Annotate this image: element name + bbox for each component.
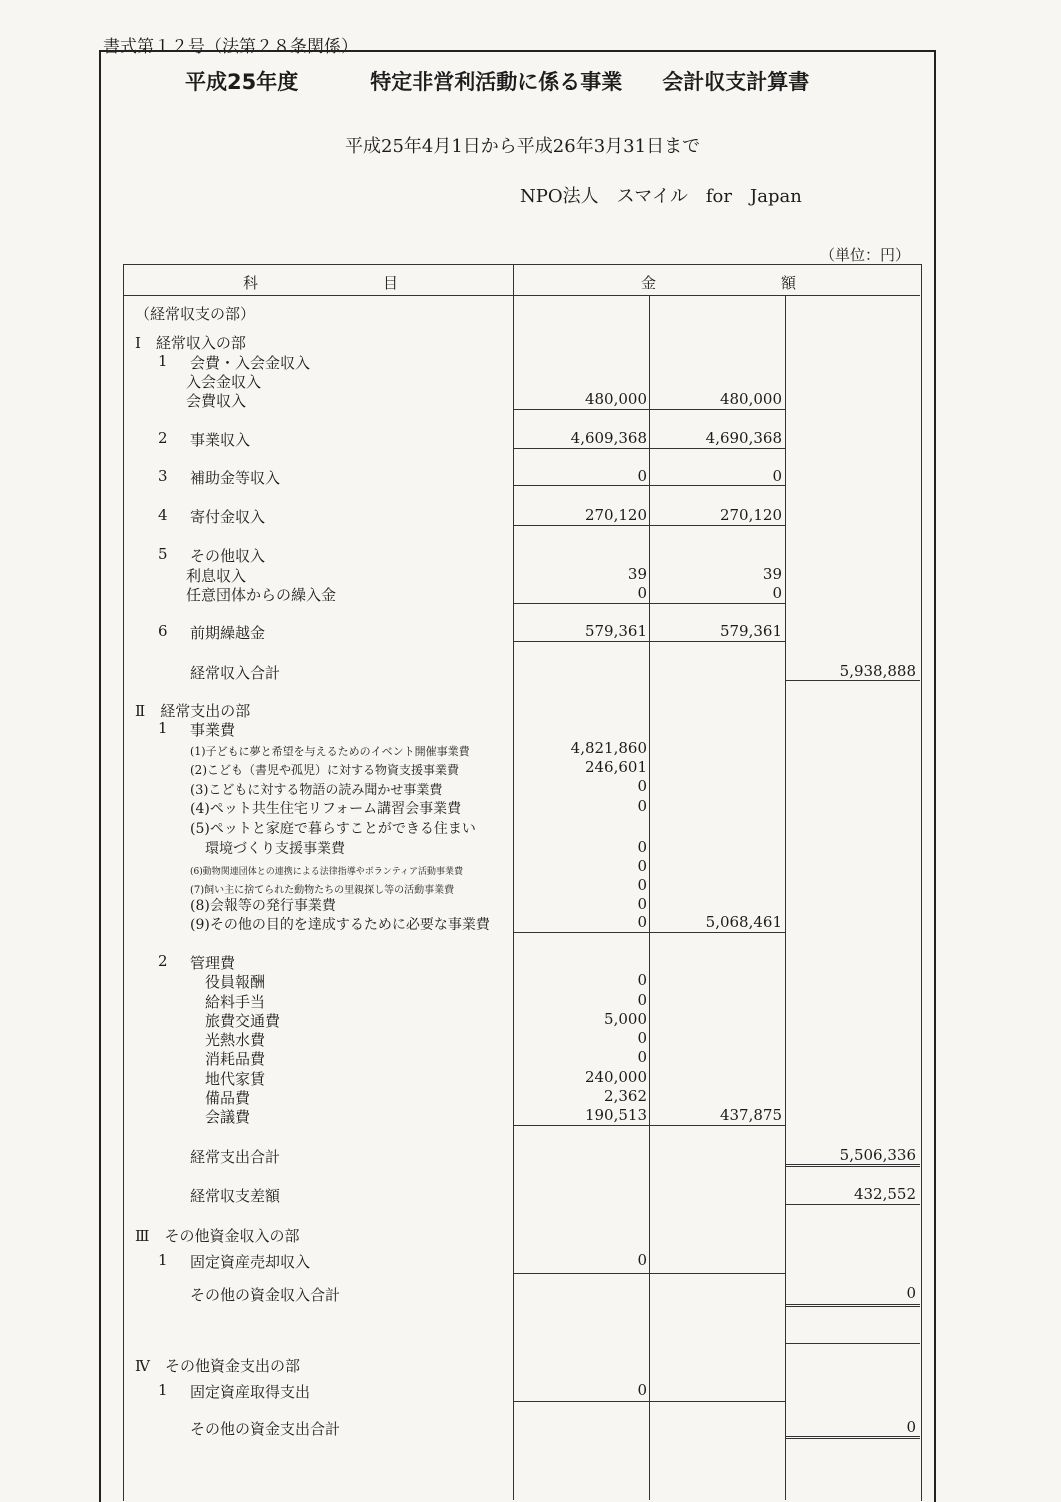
rule (514, 485, 785, 486)
double-rule (786, 1164, 920, 1167)
amount-value: 190,513 (584, 1106, 647, 1124)
double-rule (786, 1304, 920, 1307)
rule (514, 1125, 785, 1126)
title-year: 平成25年度 (185, 70, 299, 94)
document-title (185, 66, 809, 96)
header-amount-2: 額 (781, 274, 797, 292)
item-label: 事業収入 (190, 431, 251, 449)
income-total-value: 5,938,888 (839, 662, 916, 680)
biz-item-label: (9)その他の目的を達成するために必要な事業費 (190, 917, 490, 933)
section-income-head: Ⅰ 経常収入の部 (135, 334, 246, 352)
item-no: 1 (158, 1251, 168, 1269)
amount-subtotal: 437,875 (719, 1106, 782, 1124)
amount-value: 4,690,368 (705, 429, 782, 447)
biz-item-label: (8)会報等の発行事業費 (190, 898, 336, 914)
item-label: 固定資産売却収入 (190, 1253, 311, 1271)
amount-value: 0 (637, 895, 647, 913)
other-income-total-value: 0 (906, 1284, 916, 1302)
amount-value: 270,120 (719, 506, 782, 524)
header-subject-2: 目 (383, 274, 399, 292)
rule (514, 448, 785, 449)
biz-item-label: 環境づくり支援事業費 (205, 841, 345, 857)
mgmt-item-label: 役員報酬 (205, 973, 266, 991)
item-label: 入会金収入 (186, 373, 262, 391)
amount-value: 0 (637, 777, 647, 795)
header-divider (123, 295, 920, 296)
mgmt-item-label: 備品費 (205, 1089, 251, 1107)
biz-item-label: (4)ペット共生住宅リフォーム講習会事業費 (190, 801, 462, 817)
item-label: 任意団体からの繰入金 (186, 586, 337, 604)
item-label: 管理費 (190, 954, 236, 972)
rule (514, 932, 785, 933)
amount-value: 39 (762, 565, 782, 583)
amount-value: 480,000 (584, 390, 647, 408)
income-total-label: 経常収入合計 (190, 664, 281, 682)
col-divider-subject (513, 264, 514, 1500)
biz-item-label: (3)こどもに対する物語の読み聞かせ事業費 (190, 783, 443, 798)
item-no: 2 (158, 429, 168, 447)
amount-value: 5,000 (604, 1010, 647, 1028)
biz-item-label: (7)飼い主に捨てられた動物たちの里親探し等の活動事業費 (190, 885, 455, 896)
item-label: 寄付金収入 (190, 508, 266, 526)
col-divider-1 (649, 295, 650, 1500)
section-ordinary: （経常収支の部） (135, 305, 256, 323)
mgmt-item-label: 消耗品費 (205, 1050, 266, 1068)
item-no: 1 (158, 352, 168, 370)
other-expense-total-label: その他の資金支出合計 (190, 1420, 341, 1438)
rule (514, 409, 785, 410)
section-expense-head: Ⅱ 経常支出の部 (135, 702, 251, 720)
header-subject-1: 科 (243, 274, 259, 292)
amount-value: 4,609,368 (570, 429, 647, 447)
item-label: 会費・入会金収入 (190, 354, 311, 372)
item-label: 固定資産取得支出 (190, 1383, 311, 1401)
balance-value: 432,552 (853, 1185, 916, 1203)
section-other-income-head: Ⅲ その他資金収入の部 (135, 1227, 300, 1245)
amount-value: 0 (637, 913, 647, 931)
amount-value: 579,361 (719, 622, 782, 640)
amount-value: 0 (772, 584, 782, 602)
item-no: 1 (158, 719, 168, 737)
amount-value: 0 (637, 584, 647, 602)
amount-value: 0 (637, 857, 647, 875)
item-label: その他収入 (190, 547, 266, 565)
amount-value: 579,361 (584, 622, 647, 640)
header-amount-1: 金 (641, 274, 657, 292)
item-label: 会費収入 (186, 392, 247, 410)
rule (786, 1204, 920, 1205)
biz-item-label: (2)こども（書児や孤児）に対する物資支援事業費 (190, 763, 459, 777)
mgmt-item-label: 会議費 (205, 1108, 251, 1126)
organization-name: NPO法人 スマイル for Japan (520, 186, 802, 207)
rule (786, 1343, 920, 1344)
mgmt-item-label: 旅費交通費 (205, 1012, 281, 1030)
amount-value: 0 (637, 1381, 647, 1399)
amount-value: 0 (637, 797, 647, 815)
item-label: 事業費 (190, 721, 236, 739)
item-label: 前期繰越金 (190, 624, 266, 642)
amount-value: 2,362 (604, 1087, 647, 1105)
item-no: 1 (158, 1381, 168, 1399)
biz-item-label: (6)動物関連団体との連携による法律指導やボランティア活動事業費 (190, 867, 464, 877)
amount-subtotal: 5,068,461 (705, 913, 782, 931)
amount-value: 0 (637, 971, 647, 989)
other-expense-total-value: 0 (906, 1418, 916, 1436)
rule (514, 1401, 785, 1402)
item-label: 補助金等収入 (190, 469, 281, 487)
amount-value: 4,821,860 (570, 739, 647, 757)
biz-item-label: (5)ペットと家庭で暮らすことができる住まい (190, 821, 476, 837)
item-no: 5 (158, 545, 168, 563)
mgmt-item-label: 光熱水費 (205, 1031, 266, 1049)
rule (514, 1273, 785, 1274)
biz-item-label: (1)子どもに夢と希望を与えるためのイベント開催事業費 (190, 745, 470, 758)
amount-value: 0 (637, 467, 647, 485)
amount-value: 270,120 (584, 506, 647, 524)
double-rule (786, 1436, 920, 1439)
mgmt-item-label: 地代家賃 (205, 1070, 266, 1088)
section-other-expense-head: Ⅳ その他資金支出の部 (135, 1357, 300, 1375)
balance-label: 経常収支差額 (190, 1187, 281, 1205)
rule (786, 680, 920, 681)
amount-value: 0 (772, 467, 782, 485)
other-income-total-label: その他の資金収入合計 (190, 1286, 341, 1304)
unit-label: （単位：円） (820, 246, 911, 264)
title-doc: 会計収支計算書 (662, 70, 810, 94)
item-no: 6 (158, 622, 168, 640)
amount-value: 39 (627, 565, 647, 583)
col-divider-2 (785, 295, 786, 1500)
amount-value: 240,000 (584, 1068, 647, 1086)
amount-value: 0 (637, 1048, 647, 1066)
expense-total-value: 5,506,336 (839, 1146, 916, 1164)
rule (514, 525, 785, 526)
item-no: 3 (158, 467, 168, 485)
form-number: 書式第１２号（法第２８条関係） (103, 37, 358, 57)
amount-value: 0 (637, 991, 647, 1009)
amount-value: 480,000 (719, 390, 782, 408)
item-label: 利息収入 (186, 567, 247, 585)
title-business: 特定非営利活動に係る事業 (370, 70, 623, 94)
rule (514, 603, 785, 604)
amount-value: 0 (637, 1029, 647, 1047)
amount-value: 0 (637, 1251, 647, 1269)
mgmt-item-label: 給料手当 (205, 993, 266, 1011)
rule (514, 641, 785, 642)
amount-value: 246,601 (584, 758, 647, 776)
item-no: 2 (158, 952, 168, 970)
item-no: 4 (158, 506, 168, 524)
amount-value: 0 (637, 876, 647, 894)
fiscal-period: 平成25年4月1日から平成26年3月31日まで (345, 136, 701, 157)
expense-total-label: 経常支出合計 (190, 1148, 281, 1166)
amount-value: 0 (637, 838, 647, 856)
